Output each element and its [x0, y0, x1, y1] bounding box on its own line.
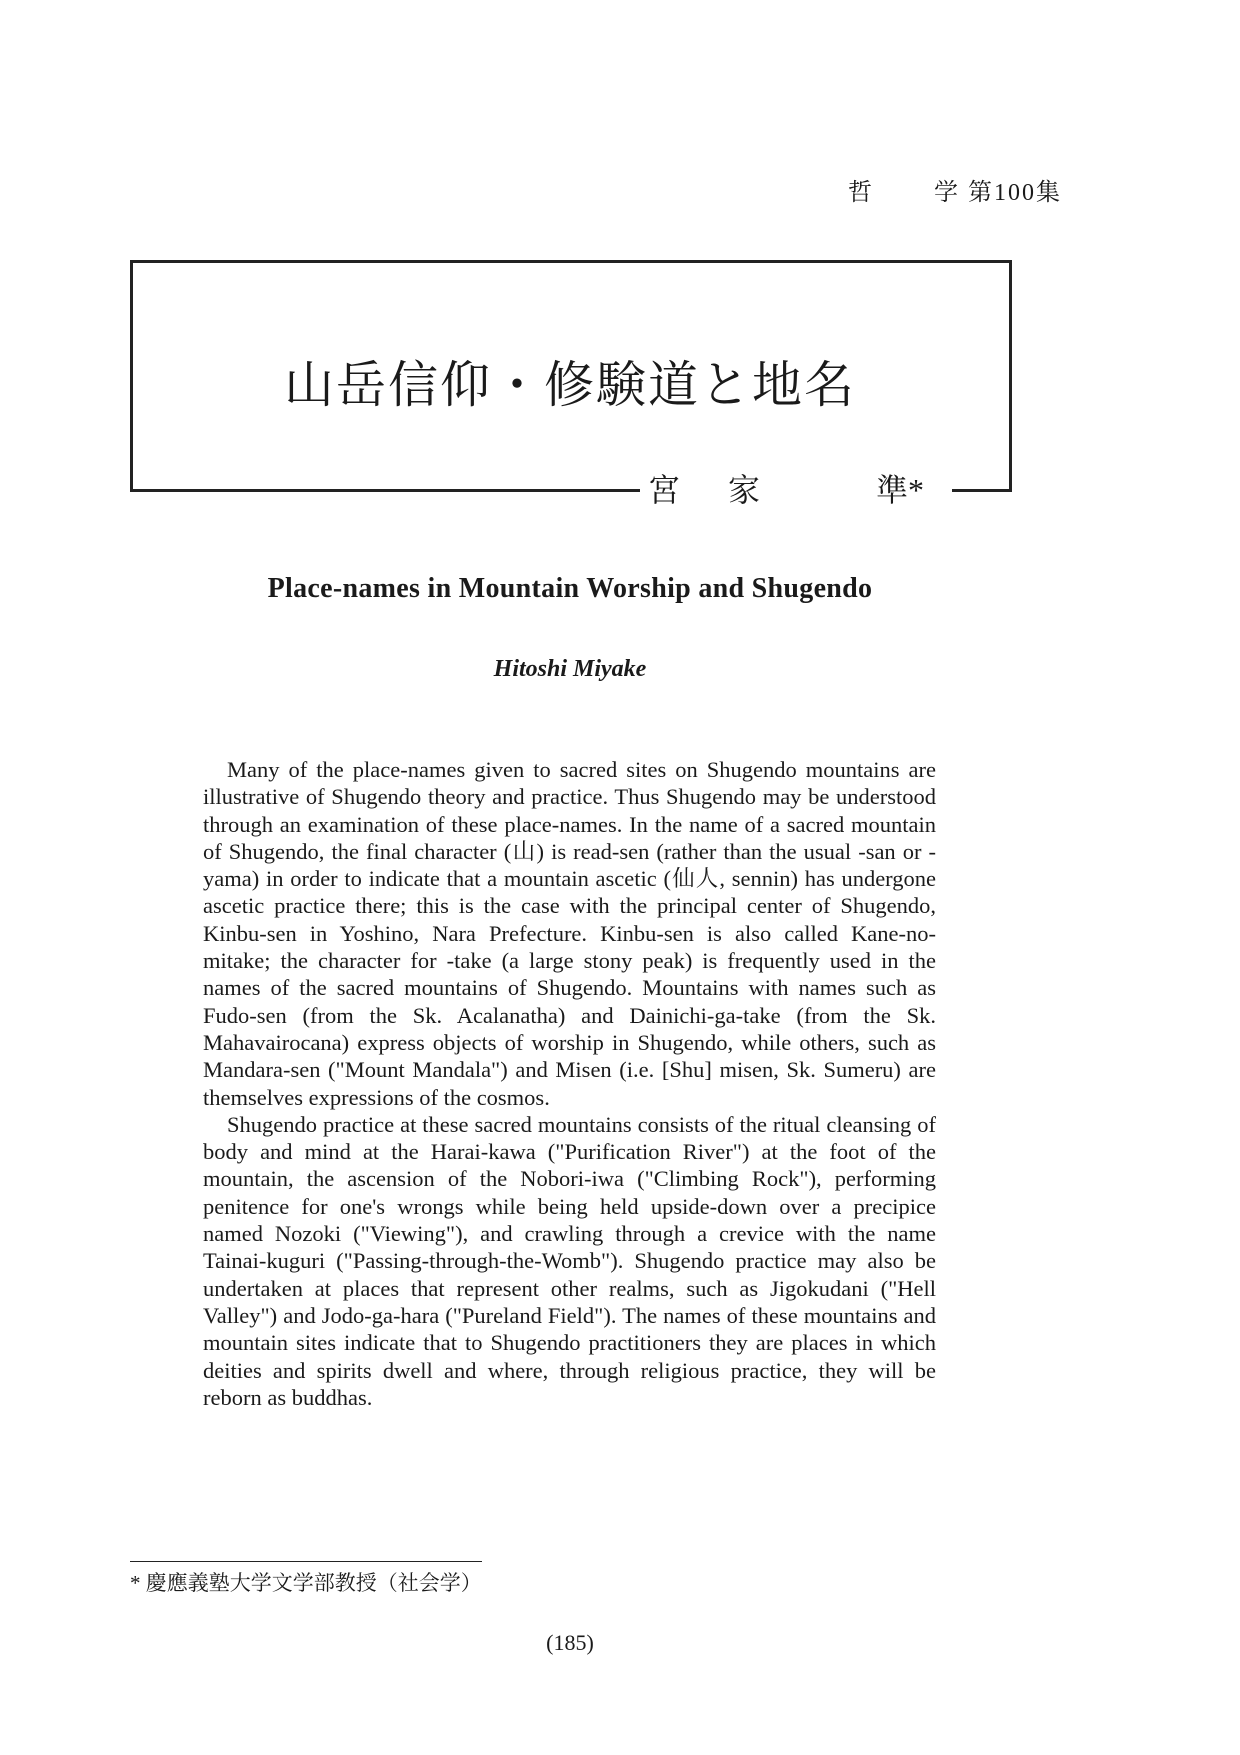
author-char-2: 家	[728, 472, 761, 508]
journal-name-1: 哲	[848, 180, 874, 206]
byline-rule-left	[130, 489, 640, 492]
english-author: Hitoshi Miyake	[493, 656, 647, 682]
byline-rule-right	[952, 489, 1012, 492]
journal-name-2: 学	[934, 180, 960, 206]
journal-volume: 第100集	[968, 180, 1062, 206]
japanese-title: 山岳信仰・修験道と地名	[284, 357, 856, 413]
author-char-1: 宮	[648, 472, 681, 508]
japanese-author	[640, 470, 952, 510]
footnote: * 慶應義塾大学文学部教授（社会学）	[130, 1571, 482, 1595]
english-title: Place-names in Mountain Worship and Shugendo	[267, 573, 873, 604]
page-number: (185)	[546, 1630, 594, 1655]
abstract-paragraph-2: Shugendo practice at these sacred mountains consists of the ritual cleansing of body and mind at the Harai-kawa ("Purification River") at the foot of the mountain, the ascension of the Nobori-iwa ("Climbing Rock"), performing penitence for one's wrongs while being held upside-down over a precipice named Nozoki ("Viewing"), and crawling through a crevice with the name Tainai-kuguri ("Passing-through-the-Womb"). Shugendo practice may also be undertaken at places that represent other realms, such as Jigokudani ("Hell Valley") and Jodo-ga-hara ("Pureland Field"). The names of these mountains and mountain sites indicate that to Shugendo practitioners they are places in which deities and spirits dwell and where, through religious practice, they will be reborn as buddhas.	[203, 1111, 936, 1410]
abstract	[203, 756, 936, 1411]
journal-header	[848, 172, 1062, 207]
author-char-3: 準*	[876, 472, 925, 508]
footnote-rule	[130, 1561, 482, 1562]
title-box-top-border	[130, 260, 1012, 263]
abstract-paragraph-1: Many of the place-names given to sacred sites on Shugendo mountains are illustrative of Shugendo theory and practice. Thus Shugendo may be understood through an examination of these place-names. In the name of a sacred mountain of Shugendo, the final character (山) is read-sen (rather than the usual -san or -yama) in order to indicate that a mountain ascetic (仙人, sennin) has undergone ascetic practice there; this is the case with the principal center of Shugendo, Kinbu-sen in Yoshino, Nara Prefecture. Kinbu-sen is also called Kane-no-mitake; the character for -take (a large stony peak) is frequently used in the names of the sacred mountains of Shugendo. Mountains with names such as Fudo-sen (from the Sk. Acalanatha) and Dainichi-ga-take (from the Sk. Mahavairocana) express objects of worship in Shugendo, while others, such as Mandara-sen ("Mount Mandala") and Misen (i.e. [Shu] misen, Sk. Sumeru) are themselves expressions of the cosmos.	[203, 757, 936, 1110]
